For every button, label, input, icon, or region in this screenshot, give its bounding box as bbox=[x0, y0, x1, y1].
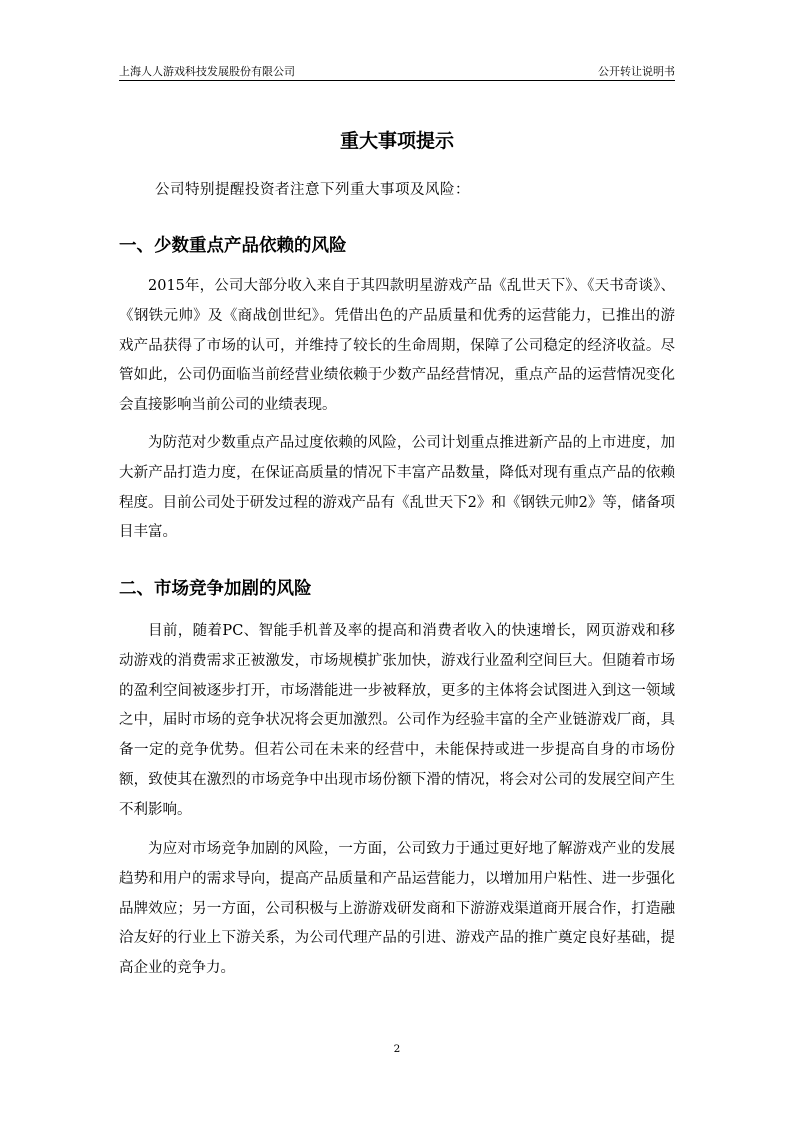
page-number: 2 bbox=[393, 1043, 401, 1055]
intro-text: 公司特别提醒投资者注意下列重大事项及风险： bbox=[155, 182, 470, 198]
section-1-paragraph-1: 2015年，公司大部分收入来自于其四款明星游戏产品《乱世天下》、《天书奇谈》、《钢铁元帅》及《商战创世纪》。凭借出色的产品质量和优秀的运营能力，已推出的游戏产品获得了市场的认可，并维持了较长的生命周期，保障了公司稳定的经济收益。尽管如此，公司仍面临当前经营业绩依赖于少数产品经营情况，重点产品的运营情况变化会直接影响当前公司的业绩表现。 bbox=[119, 278, 675, 414]
section-2-paragraph-2: 为应对市场竞争加剧的风险，一方面，公司致力于通过更好地了解游戏产业的发展趋势和用户的需求导向，提高产品质量和产品运营能力，以增加用户粘性、进一步强化品牌效应；另一方面，公司积极与上游游戏研发商和下游游戏渠道商开展合作，打造融洽友好的行业上下游关系，为公司代理产品的引进、游戏产品的推广奠定良好基础，提高企业的竞争力。 bbox=[119, 841, 675, 977]
section-heading-2: 二、市场竞争加剧的风险 bbox=[119, 579, 312, 599]
page-title: 重大事项提示 bbox=[339, 130, 454, 152]
header-document-type: 公开转让说明书 bbox=[598, 65, 675, 78]
header-company-name: 上海人人游戏科技发展股份有限公司 bbox=[119, 65, 295, 78]
page-header bbox=[119, 62, 675, 81]
section-1-paragraph-2: 为防范对少数重点产品过度依赖的风险，公司计划重点推进新产品的上市进度，加大新产品打造力度，在保证高质量的情况下丰富产品数量，降低对现有重点产品的依赖程度。目前公司处于研发过程的游戏产品有《乱世天下2》和《钢铁元帅2》等，储备项目丰富。 bbox=[119, 435, 675, 541]
section-2-paragraph-1: 目前，随着PC、智能手机普及率的提高和消费者收入的快速增长，网页游戏和移动游戏的消费需求正被激发，市场规模扩张加快，游戏行业盈利空间巨大。但随着市场的盈利空间被逐步打开，市场潜能进一步被释放，更多的主体将会试图进入到这一领域之中，届时市场的竞争状况将会更加激烈。公司作为经验丰富的全产业链游戏厂商，具备一定的竞争优势。但若公司在未来的经营中，未能保持或进一步提高自身的市场份额，致使其在激烈的市场竞争中出现市场份额下滑的情况，将会对公司的发展空间产生不利影响。 bbox=[119, 623, 675, 818]
section-heading-1: 一、少数重点产品依赖的风险 bbox=[119, 236, 347, 256]
